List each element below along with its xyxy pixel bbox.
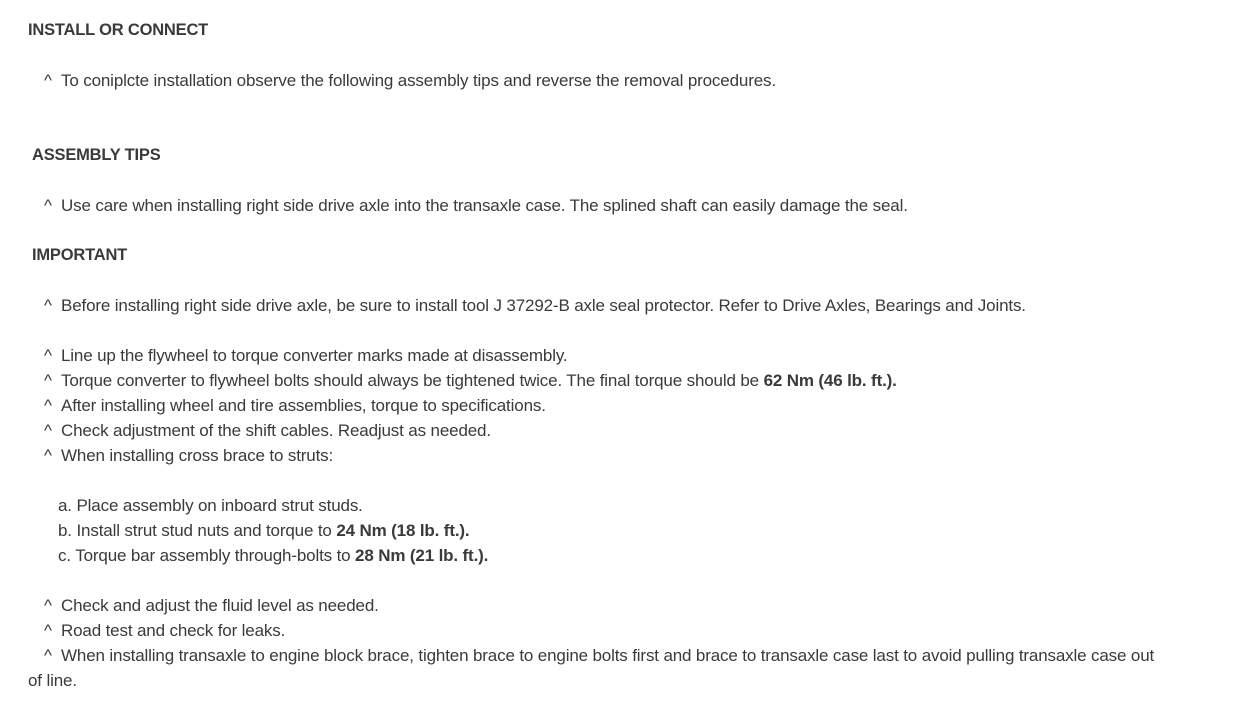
caret-bullet-icon: ^	[44, 71, 52, 90]
list-item	[44, 593, 379, 618]
list-item-text: Use care when installing right side drive axle into the transaxle case. The splined shaft can easily damage the seal.	[61, 196, 908, 215]
list-item-text: Road test and check for leaks.	[61, 621, 286, 640]
list-item	[44, 643, 1154, 668]
caret-bullet-icon: ^	[44, 196, 52, 215]
list-item	[44, 418, 491, 443]
list-item	[44, 443, 333, 468]
list-item-text: When installing cross brace to struts:	[61, 446, 334, 465]
list-item	[44, 343, 568, 368]
caret-bullet-icon: ^	[44, 421, 52, 440]
caret-bullet-icon: ^	[44, 596, 52, 615]
list-item-text: Check and adjust the fluid level as needed.	[61, 596, 379, 615]
torque-value: 28 Nm (21 lb. ft.).	[355, 546, 489, 565]
list-item	[44, 368, 897, 393]
sub-step-text: Install strut stud nuts and torque to	[76, 521, 337, 540]
heading-assembly-tips: ASSEMBLY TIPS	[32, 146, 161, 164]
sub-step-marker: c.	[58, 546, 71, 565]
list-item	[44, 293, 1026, 318]
list-item	[44, 68, 776, 93]
list-item-text: When installing transaxle to engine block brace, tighten brace to engine bolts first and brace to transaxle case last to avoid pulling transaxle case out	[61, 646, 1155, 665]
caret-bullet-icon: ^	[44, 371, 52, 390]
list-item-text: To coniplcte installation observe the following assembly tips and reverse the removal procedures.	[61, 71, 776, 90]
list-item	[44, 193, 908, 218]
torque-value: 62 Nm (46 lb. ft.).	[763, 371, 897, 390]
sub-step-marker: b.	[58, 521, 72, 540]
caret-bullet-icon: ^	[44, 396, 52, 415]
list-item-text: Check adjustment of the shift cables. Readjust as needed.	[61, 421, 491, 440]
sub-step-marker: a.	[58, 496, 72, 515]
caret-bullet-icon: ^	[44, 446, 52, 465]
caret-bullet-icon: ^	[44, 646, 52, 665]
sub-step-b	[58, 518, 470, 543]
caret-bullet-icon: ^	[44, 346, 52, 365]
list-item-text: After installing wheel and tire assemblies, torque to specifications.	[61, 396, 546, 415]
list-item-text: Line up the flywheel to torque converter marks made at disassembly.	[61, 346, 568, 365]
list-item-text: Before installing right side drive axle, be sure to install tool J 37292-B axle seal protector. Refer to Drive Axles, Bearings and Joints.	[61, 296, 1026, 315]
list-item	[44, 618, 285, 643]
list-item	[44, 393, 546, 418]
list-item-continuation: of line.	[28, 671, 77, 690]
heading-install-or-connect: INSTALL OR CONNECT	[28, 21, 209, 39]
sub-step-a	[58, 493, 363, 518]
sub-step-c	[58, 543, 488, 568]
heading-important: IMPORTANT	[32, 246, 128, 264]
list-item-text: Torque converter to flywheel bolts should always be tightened twice. The final torque should be	[61, 371, 764, 390]
sub-step-text: Place assembly on inboard strut studs.	[76, 496, 363, 515]
caret-bullet-icon: ^	[44, 621, 52, 640]
sub-step-text: Torque bar assembly through-bolts to	[75, 546, 356, 565]
torque-value: 24 Nm (18 lb. ft.).	[336, 521, 470, 540]
caret-bullet-icon: ^	[44, 296, 52, 315]
